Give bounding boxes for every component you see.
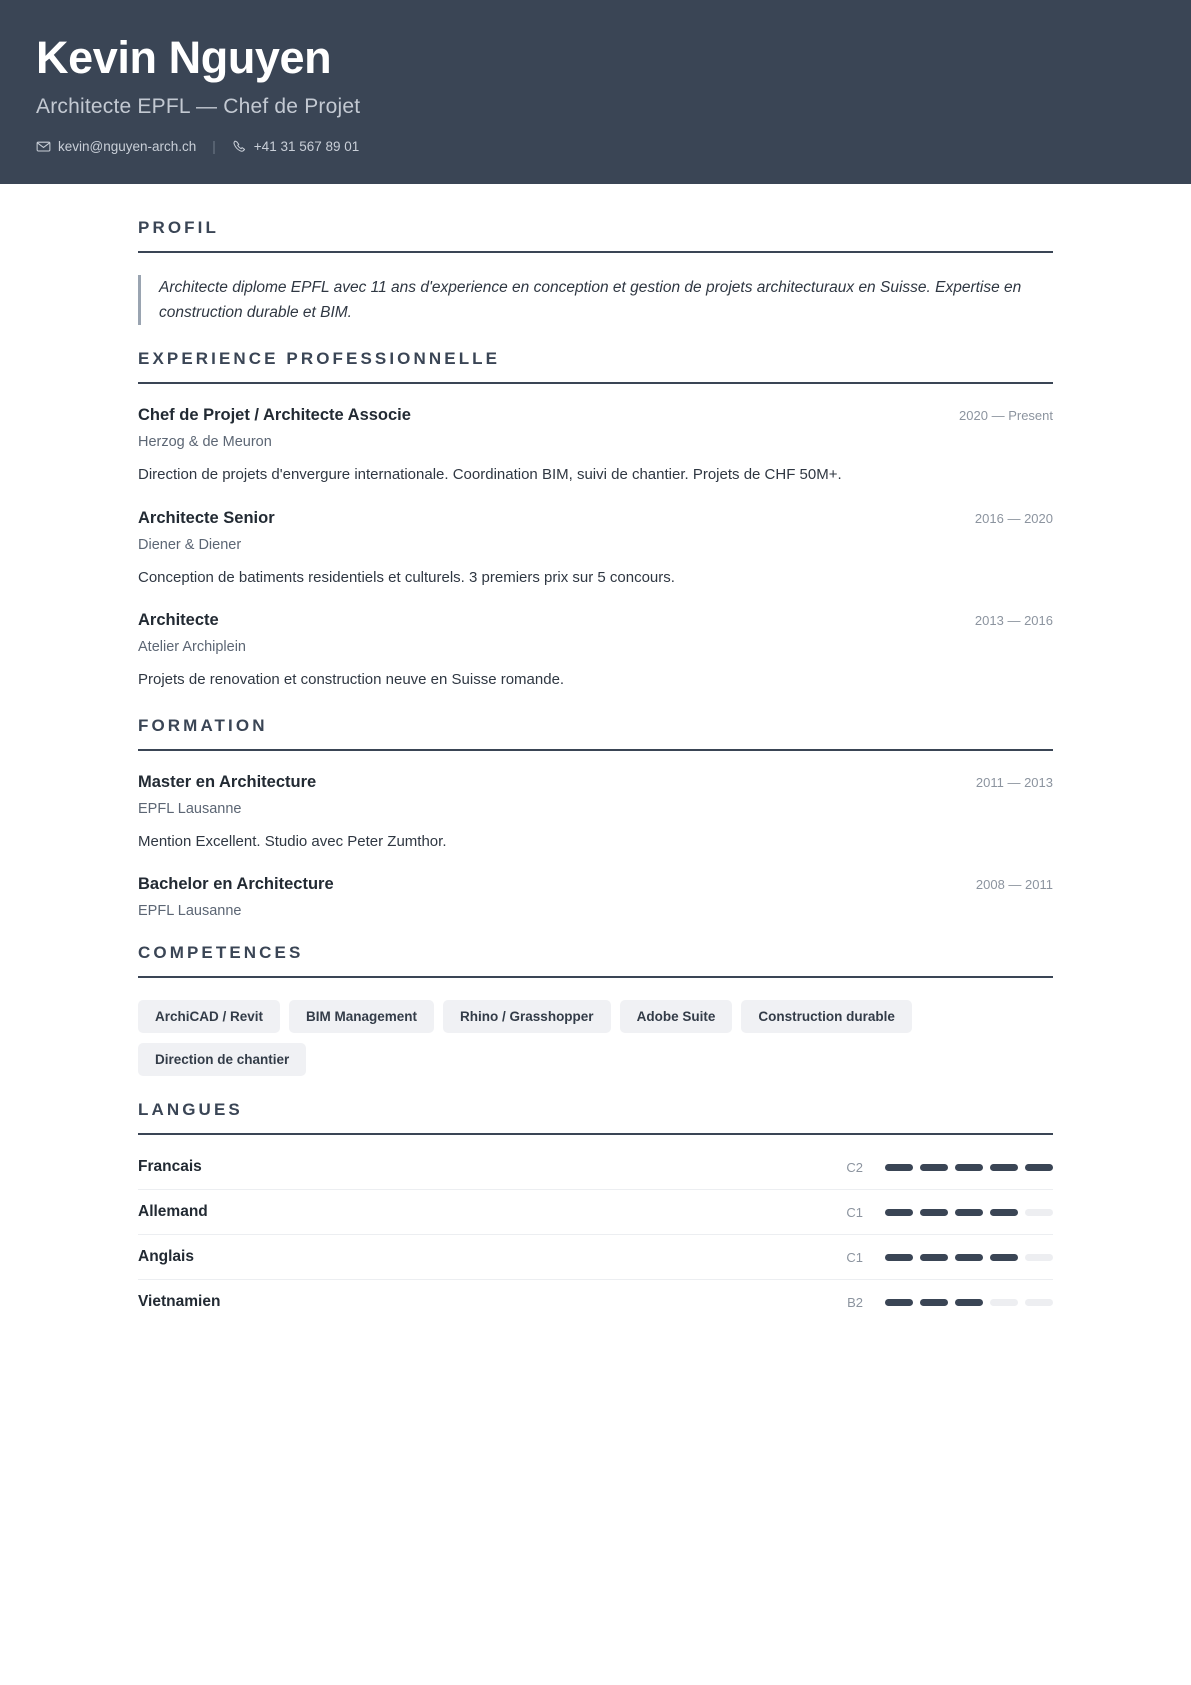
envelope-icon — [36, 139, 51, 154]
section-education — [138, 716, 1053, 920]
section-heading-education: FORMATION — [138, 715, 268, 735]
entry-organization: Diener & Diener — [138, 536, 242, 553]
contact-email[interactable] — [36, 139, 196, 154]
phone-icon — [232, 139, 247, 154]
entry-organization: Herzog & de Meuron — [138, 434, 272, 451]
resume-entry — [138, 509, 1053, 590]
profile-quote-block — [138, 275, 1053, 326]
entry-date-range: 2020 — Present — [959, 408, 1053, 424]
entry-date-range: 2011 — 2013 — [975, 774, 1053, 790]
entry-header — [138, 875, 1053, 894]
entry-description: Direction de projets d'envergure internationale. Coordination BIM, suivi de chantier. Projets de CHF 50M+. — [138, 466, 842, 484]
language-row-list — [138, 1145, 1053, 1324]
section-experience — [138, 349, 1053, 692]
contact-phone-text: +41 31 567 89 01 — [253, 138, 360, 154]
skill-chip: Adobe Suite — [620, 1000, 733, 1033]
contact-separator: | — [212, 138, 216, 154]
contact-info — [36, 139, 1155, 154]
proficiency-segment-filled — [955, 1299, 983, 1306]
entry-description: Conception de batiments residentiels et culturels. 3 premiers prix sur 5 concours. — [138, 568, 675, 586]
proficiency-segment-filled — [990, 1254, 1018, 1261]
job-title-subtitle: Architecte EPFL — Chef de Projet — [36, 94, 361, 118]
resume-body — [0, 184, 1191, 1365]
entry-title: Architecte — [138, 611, 219, 630]
proficiency-segment-filled — [920, 1209, 948, 1216]
proficiency-segment-filled — [885, 1299, 913, 1306]
language-name: Anglais — [138, 1248, 194, 1266]
proficiency-segment-empty — [1025, 1299, 1053, 1306]
section-skills — [138, 943, 1053, 1076]
entry-title: Bachelor en Architecture — [138, 875, 334, 894]
language-row — [138, 1235, 1053, 1280]
section-divider — [138, 382, 1053, 384]
section-languages — [138, 1100, 1053, 1324]
proficiency-segment-empty — [1025, 1254, 1053, 1261]
education-entry-list — [138, 773, 1053, 920]
entry-title: Chef de Projet / Architecte Associe — [138, 406, 411, 425]
proficiency-segment-filled — [955, 1254, 983, 1261]
proficiency-segment-filled — [885, 1254, 913, 1261]
entry-organization: EPFL Lausanne — [138, 800, 242, 817]
language-proficiency-bar — [885, 1254, 1053, 1261]
resume-entry — [138, 875, 1053, 919]
language-proficiency-bar — [885, 1299, 1053, 1306]
proficiency-segment-filled — [990, 1209, 1018, 1216]
skill-chip: Construction durable — [741, 1000, 912, 1033]
section-divider — [138, 251, 1053, 253]
page-title: Kevin Nguyen — [36, 32, 332, 83]
section-heading-skills: COMPETENCES — [138, 943, 304, 963]
section-divider — [138, 749, 1053, 751]
language-proficiency-bar — [885, 1209, 1053, 1216]
proficiency-segment-filled — [920, 1164, 948, 1171]
entry-date-range: 2013 — 2016 — [974, 613, 1053, 629]
entry-organization: Atelier Archiplein — [138, 639, 246, 656]
profile-summary-text: Architecte diplome EPFL avec 11 ans d'experience en conception et gestion de projets architecturaux en Suisse. Expertise en construction durable et BIM. — [159, 278, 1022, 321]
language-row — [138, 1280, 1053, 1324]
entry-header — [138, 406, 1053, 425]
proficiency-segment-filled — [920, 1254, 948, 1261]
entry-description: Projets de renovation et construction neuve en Suisse romande. — [138, 671, 565, 689]
resume-header — [0, 0, 1191, 184]
entry-organization: EPFL Lausanne — [138, 903, 242, 920]
skill-chip: Rhino / Grasshopper — [443, 1000, 611, 1033]
skill-chip-list — [138, 1000, 1053, 1076]
language-row — [138, 1190, 1053, 1235]
experience-entry-list — [138, 406, 1053, 692]
section-heading-experience: EXPERIENCE PROFESSIONNELLE — [138, 349, 501, 369]
proficiency-segment-filled — [955, 1209, 983, 1216]
language-level-badge: B2 — [847, 1294, 863, 1310]
entry-title: Master en Architecture — [138, 772, 317, 791]
resume-entry — [138, 406, 1053, 487]
entry-title: Architecte Senior — [138, 508, 275, 527]
language-level-badge: C1 — [846, 1249, 863, 1265]
section-heading-profile: PROFIL — [138, 217, 219, 237]
language-name: Vietnamien — [138, 1293, 221, 1311]
language-level-badge: C2 — [846, 1159, 863, 1175]
proficiency-segment-filled — [955, 1164, 983, 1171]
proficiency-segment-empty — [1025, 1209, 1053, 1216]
skill-chip: BIM Management — [289, 1000, 434, 1033]
language-row — [138, 1145, 1053, 1190]
section-divider — [138, 1133, 1053, 1135]
entry-description: Mention Excellent. Studio avec Peter Zumthor. — [138, 832, 447, 850]
proficiency-segment-filled — [885, 1164, 913, 1171]
section-heading-languages: LANGUES — [138, 1100, 243, 1120]
resume-entry — [138, 611, 1053, 692]
resume-entry — [138, 773, 1053, 854]
entry-header — [138, 509, 1053, 528]
skill-chip: Direction de chantier — [138, 1043, 306, 1076]
proficiency-segment-filled — [1025, 1164, 1053, 1171]
entry-date-range: 2016 — 2020 — [974, 510, 1053, 526]
language-level-badge: C1 — [846, 1204, 863, 1220]
language-name: Francais — [138, 1158, 202, 1176]
skill-chip: ArchiCAD / Revit — [138, 1000, 280, 1033]
section-divider — [138, 976, 1053, 978]
proficiency-segment-empty — [990, 1299, 1018, 1306]
proficiency-segment-filled — [920, 1299, 948, 1306]
entry-header — [138, 611, 1053, 630]
section-profile — [138, 218, 1053, 326]
language-proficiency-bar — [885, 1164, 1053, 1171]
entry-date-range: 2008 — 2011 — [975, 877, 1053, 893]
proficiency-segment-filled — [990, 1164, 1018, 1171]
contact-email-text: kevin@nguyen-arch.ch — [58, 138, 197, 154]
contact-phone[interactable] — [232, 139, 359, 154]
proficiency-segment-filled — [885, 1209, 913, 1216]
language-name: Allemand — [138, 1203, 208, 1221]
entry-header — [138, 773, 1053, 792]
